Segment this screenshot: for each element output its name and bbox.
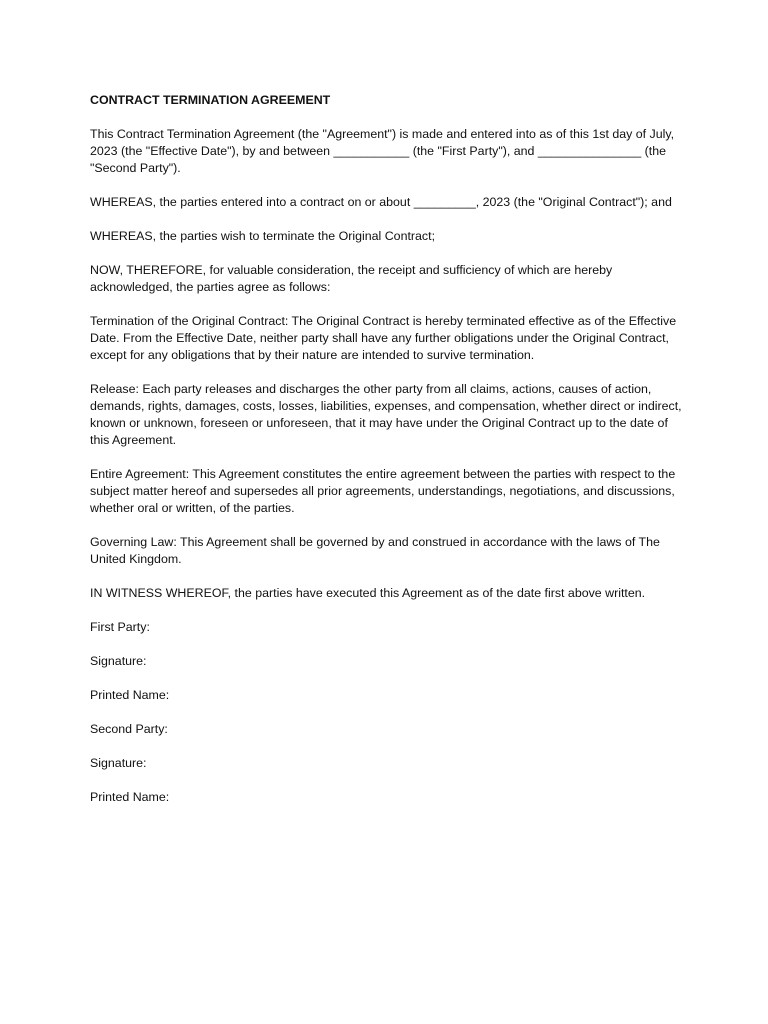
second-party-printed-name-label: Printed Name: — [90, 790, 170, 804]
whereas-paragraph-2: WHEREAS, the parties wish to terminate the Original Contract; — [90, 229, 436, 243]
now-therefore-paragraph: NOW, THEREFORE, for valuable consideration, the receipt and sufficiency of which are hereby acknowledged, the parties agree as follows: — [90, 263, 613, 294]
governing-law-clause: Governing Law: This Agreement shall be governed by and construed in accordance with the laws of The United Kingdom. — [90, 535, 660, 566]
witness-paragraph: IN WITNESS WHEREOF, the parties have executed this Agreement as of the date first above written. — [90, 586, 646, 600]
release-clause: Release: Each party releases and discharges the other party from all claims, actions, causes of action, demands, rights, damages, costs, losses, liabilities, expenses, and compensation, whether direct or indirect, known or unknown, foreseen or unforeseen, that it may have under the Original Contract up to the date of this Agreement. — [90, 382, 682, 447]
whereas-paragraph-1: WHEREAS, the parties entered into a contract on or about _________, 2023 (the "Original Contract"); and — [90, 195, 672, 209]
first-party-signature-label: Signature: — [90, 654, 147, 668]
termination-clause: Termination of the Original Contract: The Original Contract is hereby terminated effective as of the Effective Date. From the Effective Date, neither party shall have any further obligations under the Original Contract, except for any obligations that by their nature are intended to survive termination. — [90, 314, 677, 362]
first-party-label: First Party: — [90, 620, 150, 634]
intro-paragraph: This Contract Termination Agreement (the "Agreement") is made and entered into as of this 1st day of July, 2023 (the "Effective Date"), by and between ___________ (the "First Party"), and _______________ (the "Second Party"). — [90, 127, 675, 175]
second-party-signature-label: Signature: — [90, 756, 147, 770]
document-title: CONTRACT TERMINATION AGREEMENT — [90, 93, 331, 107]
first-party-printed-name-label: Printed Name: — [90, 688, 170, 702]
second-party-label: Second Party: — [90, 722, 168, 736]
document-page — [90, 92, 690, 823]
entire-agreement-clause: Entire Agreement: This Agreement constitutes the entire agreement between the parties with respect to the subject matter hereof and supersedes all prior agreements, understandings, negotiations, and discussions, whether oral or written, of the parties. — [90, 467, 676, 515]
